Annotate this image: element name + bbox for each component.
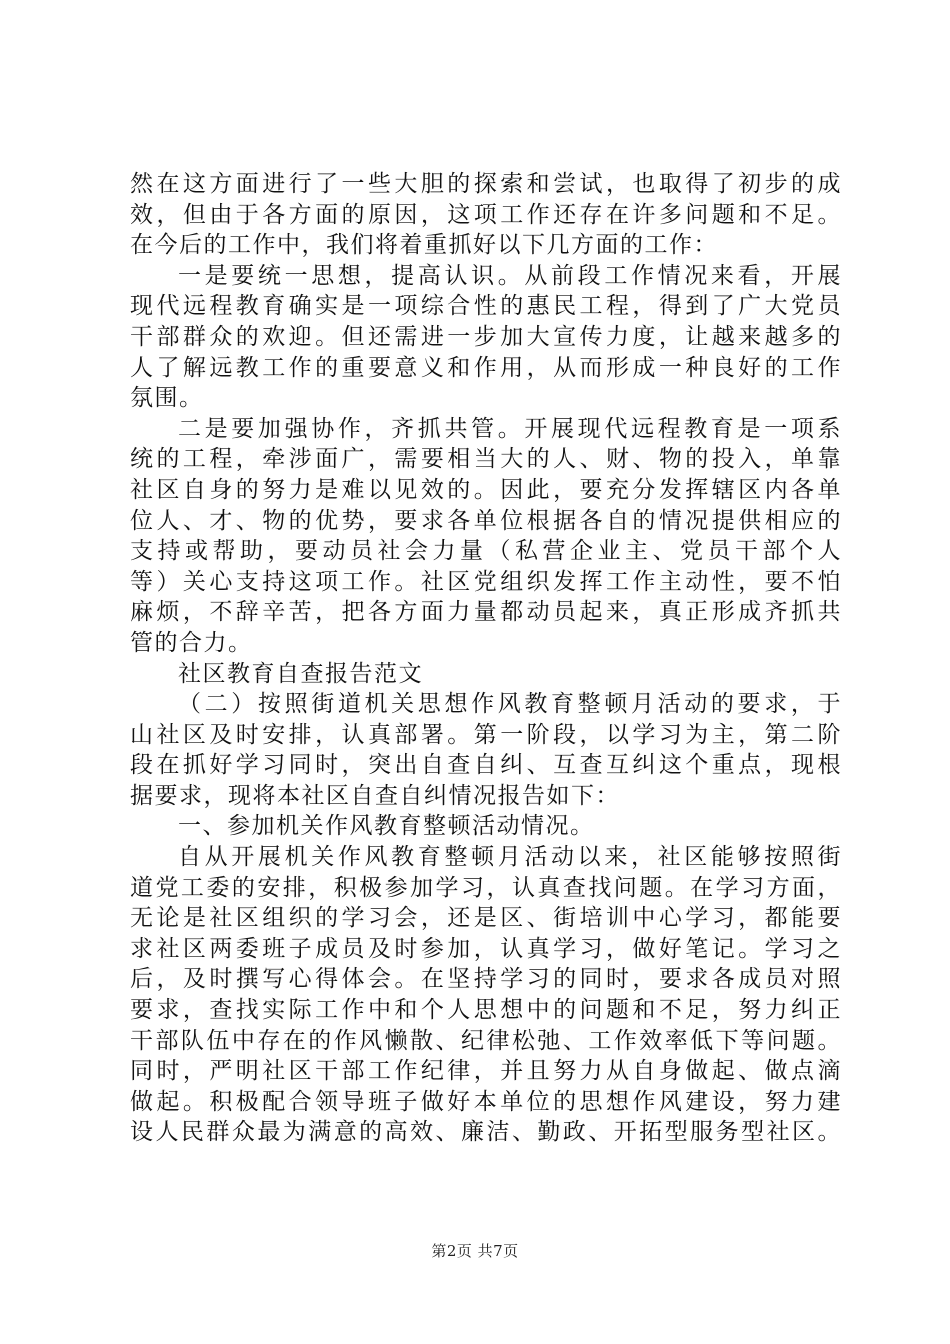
text-line: （二）按照街道机关思想作风教育整顿月活动的要求，于 xyxy=(178,691,842,718)
text-line: 位人、才、物的优势，要求各单位根据各自的情况提供相应的 xyxy=(130,507,842,534)
text-line: 一、参加机关作风教育整顿活动情况。 xyxy=(178,813,595,840)
text-line: 自从开展机关作风教育整顿月活动以来，社区能够按照街 xyxy=(178,844,842,871)
page-footer: 第2页 共7页 xyxy=(431,1242,519,1260)
text-line: 支持或帮助，要动员社会力量（私营企业主、党员干部个人 xyxy=(130,538,842,565)
text-line: 然在这方面进行了一些大胆的探索和尝试，也取得了初步的成 xyxy=(130,171,842,197)
text-line: 做起。积极配合领导班子做好本单位的思想作风建设，努力建 xyxy=(130,1088,842,1115)
text-line: 无论是社区组织的学习会，还是区、街培训中心学习，都能要 xyxy=(130,905,842,932)
text-line: 段在抓好学习同时，突出自查自纠、互查互纠这个重点，现根 xyxy=(130,752,842,779)
text-line: 社区自身的努力是难以见效的。因此，要充分发挥辖区内各单 xyxy=(130,476,842,503)
text-line: 山社区及时安排，认真部署。第一阶段，以学习为主，第二阶 xyxy=(130,721,842,748)
text-line: 后，及时撰写心得体会。在坚持学习的同时，要求各成员对照 xyxy=(130,966,842,993)
text-line: 等）关心支持这项工作。社区党组织发挥工作主动性，要不怕 xyxy=(130,568,842,595)
text-line: 一是要统一思想，提高认识。从前段工作情况来看，开展 xyxy=(178,262,842,289)
document-body xyxy=(130,169,842,1148)
text-line: 社区教育自查报告范文 xyxy=(178,660,423,687)
text-line: 人了解远教工作的重要意义和作用，从而形成一种良好的工作 xyxy=(130,354,842,381)
text-line: 二是要加强协作，齐抓共管。开展现代远程教育是一项系 xyxy=(178,415,842,442)
text-line: 现代远程教育确实是一项综合性的惠民工程，得到了广大党员 xyxy=(130,293,842,320)
text-line: 干部群众的欢迎。但还需进一步加大宣传力度，让越来越多的 xyxy=(130,323,842,350)
text-line: 要求，查找实际工作中和个人思想中的问题和不足，努力纠正 xyxy=(130,997,842,1024)
text-line: 效，但由于各方面的原因，这项工作还存在许多问题和不足。 xyxy=(130,201,842,228)
text-line: 设人民群众最为满意的高效、廉洁、勤政、开拓型服务型社区。 xyxy=(130,1119,842,1146)
text-line: 统的工程，牵涉面广，需要相当大的人、财、物的投入，单靠 xyxy=(130,446,842,473)
text-line: 道党工委的安排，积极参加学习，认真查找问题。在学习方面， xyxy=(130,874,842,901)
text-line: 同时，严明社区干部工作纪律，并且努力从自身做起、做点滴 xyxy=(130,1058,842,1085)
text-line: 在今后的工作中，我们将着重抓好以下几方面的工作： xyxy=(130,232,718,259)
text-line: 据要求，现将本社区自查自纠情况报告如下： xyxy=(130,782,620,809)
text-line: 干部队伍中存在的作风懒散、纪律松弛、工作效率低下等问题。 xyxy=(130,1027,842,1054)
text-line: 麻烦，不辞辛苦，把各方面力量都动员起来，真正形成齐抓共 xyxy=(130,599,842,626)
text-line: 氛围。 xyxy=(130,385,204,412)
text-line: 管的合力。 xyxy=(130,629,253,656)
text-line: 求社区两委班子成员及时参加，认真学习，做好笔记。学习之 xyxy=(130,935,842,962)
